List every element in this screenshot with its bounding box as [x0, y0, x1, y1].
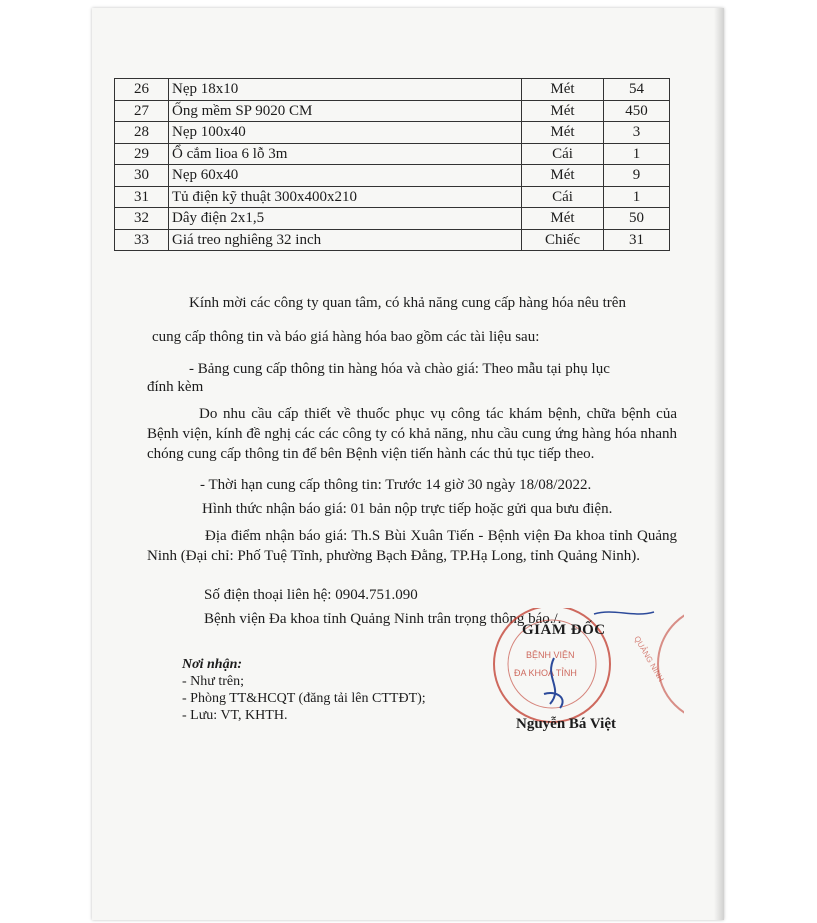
row-number: 32	[115, 208, 169, 230]
row-number: 30	[115, 165, 169, 187]
row-number: 33	[115, 229, 169, 251]
item-unit: Mét	[522, 208, 604, 230]
recipient-item: - Phòng TT&HCQT (đăng tải lên CTTĐT);	[182, 691, 426, 706]
item-quantity: 450	[604, 100, 670, 122]
signer-name: Nguyễn Bá Việt	[516, 716, 617, 732]
item-name: Giá treo nghiêng 32 inch	[169, 229, 522, 251]
seal-text-mid: ĐA KHOA TỈNH	[514, 668, 577, 678]
intro-paragraph: Kính mời các công ty quan tâm, có khả năng cung cấp hàng hóa nêu trên	[189, 295, 626, 311]
row-number: 28	[115, 122, 169, 144]
recipients-title: Nơi nhận:	[182, 657, 243, 672]
item-unit: Mét	[522, 79, 604, 101]
closing-line: Bệnh viện Đa khoa tỉnh Quảng Ninh trân trọng thông báo./.	[204, 611, 562, 627]
recipient-item: - Như trên;	[182, 674, 245, 689]
table-row	[115, 186, 670, 208]
need-paragraph: Do nhu cầu cấp thiết về thuốc phục vụ công tác khám bệnh, chữa bệnh của Bệnh viện, kính đề nghị các các công ty có khả năng, nhu cầu cung ứng hàng hóa nhanh chóng cung cấp thông tin để bên Bệnh viện tiến hành các thủ tục tiếp theo.	[147, 406, 677, 462]
document-page	[92, 8, 724, 920]
goods-table	[114, 78, 670, 251]
item-quantity: 50	[604, 208, 670, 230]
submission-place-paragraph: Địa điểm nhận báo giá: Th.S Bùi Xuân Tiến - Bệnh viện Đa khoa tỉnh Quảng Ninh (Đại chỉ: Phố Tuệ Tĩnh, phường Bạch Đằng, TP.Hạ Long, tỉnh Quảng Ninh).	[147, 528, 677, 564]
item-unit: Mét	[522, 165, 604, 187]
submission-form-line: Hình thức nhận báo giá: 01 bản nộp trực tiếp hoặc gửi qua bưu điện.	[202, 501, 613, 517]
item-name: Ống mềm SP 9020 CM	[169, 100, 522, 122]
signer-title: GIÁM ĐỐC	[522, 622, 606, 638]
table-row	[115, 122, 670, 144]
page-edge-shadow	[714, 8, 724, 920]
seal-text-top: BỆNH VIỆN	[526, 650, 575, 660]
item-name: Ổ cắm lioa 6 lỗ 3m	[169, 143, 522, 165]
item-quantity: 1	[604, 186, 670, 208]
table-row	[115, 229, 670, 251]
item-quantity: 1	[604, 143, 670, 165]
item-quantity: 9	[604, 165, 670, 187]
required-document-item-cont: đính kèm	[147, 379, 204, 395]
intro-paragraph-cont: cung cấp thông tin và báo giá hàng hóa bao gồm các tài liệu sau:	[152, 329, 540, 345]
recipient-item: - Lưu: VT, KHTH.	[182, 708, 288, 723]
contact-phone-line: Số điện thoại liên hệ: 0904.751.090	[204, 587, 418, 603]
item-name: Dây điện 2x1,5	[169, 208, 522, 230]
seal-ring-text: QUẢNG NINH	[632, 634, 666, 684]
item-quantity: 54	[604, 79, 670, 101]
recipients-block	[182, 656, 482, 724]
row-number: 26	[115, 79, 169, 101]
item-name: Nẹp 18x10	[169, 79, 522, 101]
item-quantity: 31	[604, 229, 670, 251]
item-name: Nẹp 100x40	[169, 122, 522, 144]
table-row	[115, 100, 670, 122]
table-row	[115, 208, 670, 230]
table-row	[115, 165, 670, 187]
item-unit: Mét	[522, 100, 604, 122]
row-number: 27	[115, 100, 169, 122]
table-row	[115, 79, 670, 101]
item-quantity: 3	[604, 122, 670, 144]
item-name: Tủ điện kỹ thuật 300x400x210	[169, 186, 522, 208]
required-document-item: - Bảng cung cấp thông tin hàng hóa và chào giá: Theo mẫu tại phụ lục	[189, 361, 610, 377]
signature-scribble	[544, 658, 563, 708]
row-number: 31	[115, 186, 169, 208]
item-unit: Chiếc	[522, 229, 604, 251]
row-number: 29	[115, 143, 169, 165]
item-unit: Cái	[522, 186, 604, 208]
item-unit: Mét	[522, 122, 604, 144]
item-name: Nẹp 60x40	[169, 165, 522, 187]
item-unit: Cái	[522, 143, 604, 165]
table-row	[115, 143, 670, 165]
goods-table-body	[115, 79, 670, 251]
deadline-line: - Thời hạn cung cấp thông tin: Trước 14 giờ 30 ngày 18/08/2022.	[200, 477, 592, 493]
